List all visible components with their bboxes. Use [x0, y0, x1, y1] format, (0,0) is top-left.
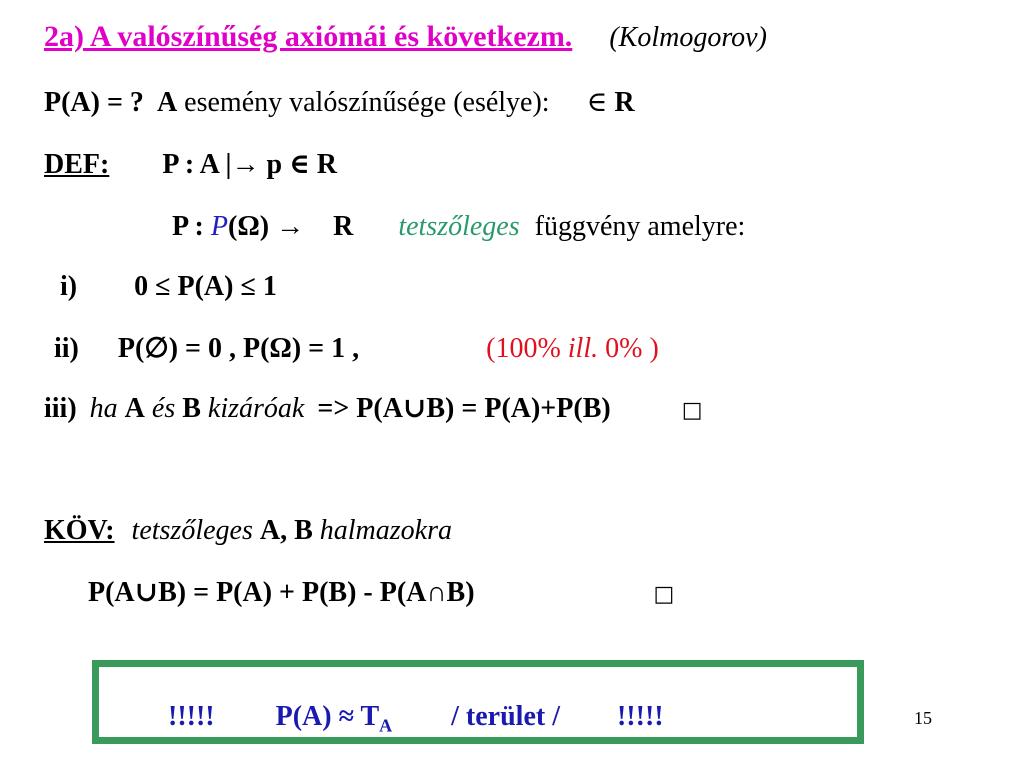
missing-glyph-box-2: □ [653, 582, 675, 607]
sets-ab: A, B [259, 515, 313, 546]
percent-note-open: (100% [486, 333, 561, 364]
highlight-box-text [168, 700, 664, 743]
es-word: és [151, 393, 176, 424]
def-expression: P : A |→ p ∈ R [162, 149, 338, 180]
percent-note-ill: ill. [567, 333, 599, 364]
axiom-2 [54, 332, 659, 366]
exclaim-left: !!!!! [168, 701, 215, 732]
axiom-1-label: i) [60, 271, 78, 302]
power-set-p: P [210, 211, 228, 242]
exclaim-right: !!!!! [616, 701, 664, 732]
arbitrary-word: tetszőleges [398, 211, 520, 242]
arbitrary-word-2: tetszőleges [131, 515, 253, 546]
p-a-question: P(A) = ? [44, 87, 144, 118]
missing-glyph-box: □ [681, 398, 703, 423]
def-label: DEF: [44, 149, 110, 180]
def-line-2 [172, 210, 745, 244]
axiom-2-expression: P(∅) = 0 , P(Ω) = 1 , [117, 333, 360, 364]
p-colon: P : [172, 211, 204, 242]
area-subscript: A [379, 715, 393, 736]
axiom-3 [44, 392, 703, 428]
function-text: függvény amelyre: [534, 211, 746, 242]
area-approx-expression: P(A) ≈ T [275, 701, 380, 732]
kov-label: KÖV: [44, 515, 115, 546]
area-word: / terület / [451, 701, 560, 732]
slide-title [44, 20, 767, 55]
event-a: A [156, 87, 178, 118]
reals-symbol: R [614, 87, 635, 118]
title-aside: (Kolmogorov) [609, 22, 767, 53]
axiom-3-label: iii) [44, 393, 77, 424]
exclusive-word: kizáróak [207, 393, 305, 424]
set-a: A [124, 393, 145, 424]
element-of-symbol: ∈ [586, 87, 608, 118]
event-probability-text: esemény valószínűsége (esélye): [184, 87, 550, 118]
ha-word: ha [89, 393, 118, 424]
axiom-1 [60, 270, 277, 304]
omega-arg: (Ω) [228, 211, 270, 242]
formula-expression: P(A∪B) = P(A) + P(B) - P(A∩B) [88, 577, 475, 608]
axiom-2-label: ii) [54, 333, 79, 364]
axiom-3-expression: => P(A∪B) = P(A)+P(B) [317, 393, 611, 424]
percent-note-close: 0% ) [605, 333, 659, 364]
percent-note [486, 333, 659, 364]
inclusion-exclusion-formula [88, 576, 674, 612]
title-main: 2a) A valószínűség axiómái és következm. [44, 20, 573, 53]
reals-symbol-2: R [333, 211, 354, 242]
definition-line-1 [44, 86, 635, 120]
arrow-symbol: → [276, 211, 305, 242]
kov-line [44, 514, 452, 548]
axiom-1-expression: 0 ≤ P(A) ≤ 1 [134, 271, 277, 302]
def-line [44, 148, 337, 182]
set-b: B [182, 393, 201, 424]
page-number: 15 [914, 708, 932, 728]
sets-word: halmazokra [319, 515, 452, 546]
